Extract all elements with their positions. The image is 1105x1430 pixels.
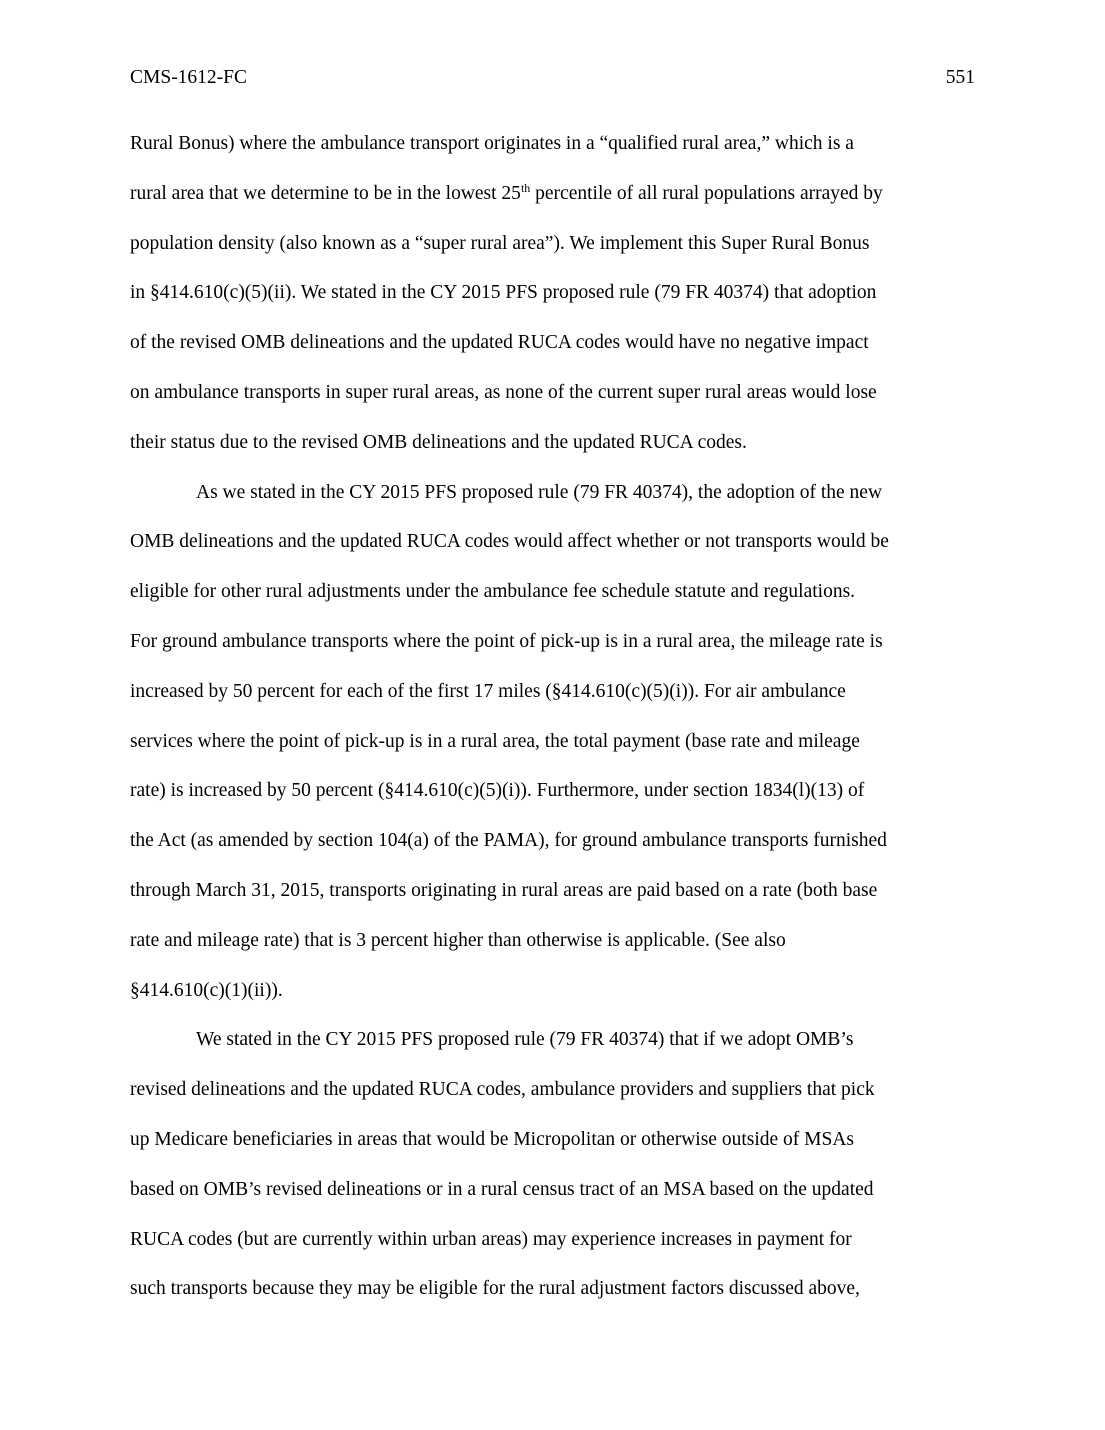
text-line: eligible for other rural adjustments under the ambulance fee schedule statute and regulations. <box>130 581 856 603</box>
text-line: such transports because they may be eligible for the rural adjustment factors discussed above, <box>130 1278 860 1300</box>
text-line: their status due to the revised OMB delineations and the updated RUCA codes. <box>130 431 747 453</box>
paragraph <box>130 1026 980 1325</box>
text-line: population density (also known as a “super rural area”). We implement this Super Rural Bonus <box>130 232 870 254</box>
page-number: 551 <box>945 67 975 88</box>
text-line: Rural Bonus) where the ambulance transport originates in a “qualified rural area,” which is a <box>130 133 854 154</box>
text-line: As we stated in the CY 2015 PFS proposed rule (79 FR 40374), the adoption of the new <box>196 481 883 503</box>
text-line: up Medicare beneficiaries in areas that would be Micropolitan or otherwise outside of MSAs <box>130 1128 855 1150</box>
document-id: CMS-1612-FC <box>130 67 248 88</box>
text-line: OMB delineations and the updated RUCA codes would affect whether or not transports would be <box>130 531 889 553</box>
text-line: rate and mileage rate) that is 3 percent higher than otherwise is applicable. (See also <box>130 929 786 951</box>
text-line: rate) is increased by 50 percent (§414.610(c)(5)(i)). Furthermore, under section 1834(l)(13) of <box>130 780 865 802</box>
text-line: revised delineations and the updated RUCA codes, ambulance providers and suppliers that pick <box>130 1079 875 1101</box>
text-line: RUCA codes (but are currently within urban areas) may experience increases in payment for <box>130 1228 852 1250</box>
text-line: For ground ambulance transports where the point of pick-up is in a rural area, the mileage rate is <box>130 630 883 652</box>
page-header <box>130 67 975 91</box>
text-line: §414.610(c)(1)(ii)). <box>130 979 283 1001</box>
text-line: in §414.610(c)(5)(ii). We stated in the CY 2015 PFS proposed rule (79 FR 40374) that adoption <box>130 282 877 304</box>
text-line: the Act (as amended by section 104(a) of the PAMA), for ground ambulance transports furnished <box>130 830 887 852</box>
superscript: th <box>520 180 531 195</box>
text-line: on ambulance transports in super rural areas, as none of the current super rural areas would lose <box>130 381 877 403</box>
text-line: services where the point of pick-up is in a rural area, the total payment (base rate and mileage <box>130 730 860 752</box>
text-line: of the revised OMB delineations and the updated RUCA codes would have no negative impact <box>130 332 869 354</box>
text-segment: percentile of all rural populations arrayed by <box>530 182 883 204</box>
document-body <box>130 130 980 1325</box>
text-line: through March 31, 2015, transports originating in rural areas are paid based on a rate (both base <box>130 879 878 901</box>
text-line: based on OMB’s revised delineations or in a rural census tract of an MSA based on the updated <box>130 1178 874 1200</box>
text-segment: rural area that we determine to be in the lowest 25 <box>130 182 521 204</box>
paragraph <box>130 479 980 1027</box>
paragraph <box>130 130 980 479</box>
text-line: We stated in the CY 2015 PFS proposed rule (79 FR 40374) that if we adopt OMB’s <box>196 1029 854 1051</box>
text-line <box>130 180 980 230</box>
text-line: increased by 50 percent for each of the first 17 miles (§414.610(c)(5)(i)). For air ambulance <box>130 680 846 702</box>
